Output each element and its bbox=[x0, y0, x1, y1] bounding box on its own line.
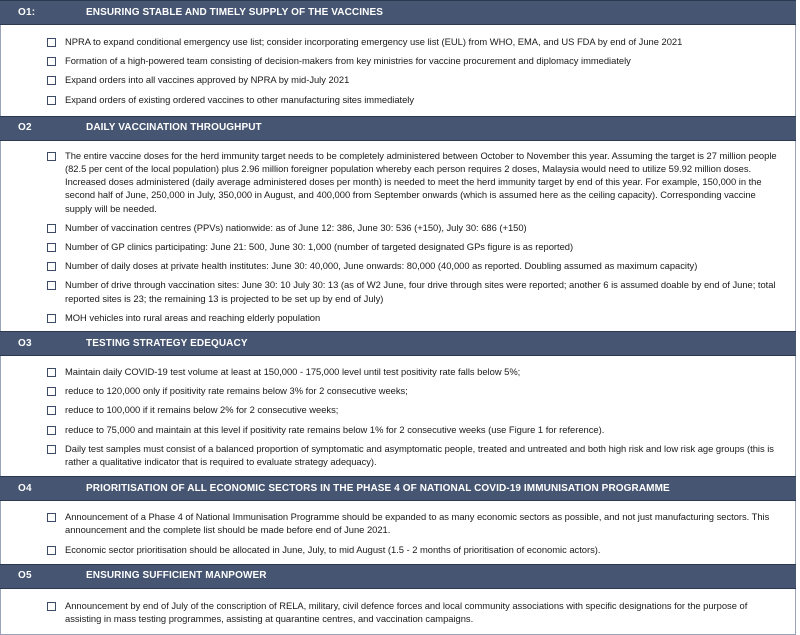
bullet-text: Number of drive through vaccination sites: June 30: 10 July 30: 13 (as of W2 June, four drive through sites were reported; another 6 is assumed doable by end of June; total reported sites is 23; the remaining 13 is projected to be set up by end of July) bbox=[65, 279, 776, 304]
bullet-text: MOH vehicles into rural areas and reaching elderly population bbox=[65, 311, 321, 323]
bullet-text: Announcement by end of July of the conscription of RELA, military, civil defence forces and local community associations with specific designations for the purpose of assisting in mass testing programmes, assisting at quarantine centres, and vaccination campaigns. bbox=[65, 599, 748, 625]
checkbox-square-icon bbox=[47, 314, 56, 323]
section-o5 bbox=[0, 564, 796, 635]
checkbox-square-icon bbox=[47, 513, 56, 522]
section-header bbox=[0, 0, 796, 25]
bullet-text: Daily test samples must consist of a balanced proportion of symptomatic and asymptomatic people, treated and untreated and both high risk and low risk age groups (this is rather a qualitative indicator that is required to evaluate strategy adequacy). bbox=[65, 442, 774, 468]
bullet-text: reduce to 75,000 and maintain at this level if positivity rate remains below 1% for 2 consecutive weeks (use Figure 1 for reference). bbox=[65, 423, 605, 435]
bullet-text: reduce to 100,000 if it remains below 2% for 2 consecutive weeks; bbox=[65, 404, 339, 416]
checkbox-square-icon bbox=[47, 262, 56, 271]
section-title: DAILY VACCINATION THROUGHPUT bbox=[86, 122, 262, 134]
bullet-item bbox=[1, 51, 781, 70]
bullet-text: Number of daily doses at private health institutes: June 30: 40,000, June onwards: 80,000 (40,000 as reported. Doubling assumed as maximum capacity) bbox=[65, 260, 698, 272]
bullet-text: reduce to 120,000 only if positivity rate remains below 3% for 2 consecutive weeks; bbox=[65, 385, 408, 397]
bullet-item bbox=[1, 540, 781, 559]
section-header bbox=[0, 116, 796, 141]
checkbox-square-icon bbox=[47, 387, 56, 396]
bullet-item bbox=[1, 439, 781, 471]
bullet-item bbox=[1, 308, 781, 327]
bullet-text: Expand orders into all vaccines approved by NPRA by mid-July 2021 bbox=[65, 74, 350, 86]
bullet-text: Expand orders of existing ordered vaccines to other manufacturing sites immediately bbox=[65, 93, 415, 105]
checkbox-square-icon bbox=[47, 602, 56, 611]
bullet-item bbox=[1, 256, 781, 275]
section-id: O1: bbox=[18, 6, 36, 18]
section-o4 bbox=[0, 476, 796, 564]
checkbox-square-icon bbox=[47, 38, 56, 47]
section-body bbox=[0, 501, 796, 564]
bullet-text: Announcement of a Phase 4 of National Immunisation Programme should be expanded to as many economic sectors as possible, and not just manufacturing sectors. This announcement and the complete list should be made before end of June 2021. bbox=[65, 511, 770, 536]
section-id: O4 bbox=[18, 482, 32, 494]
section-o2 bbox=[0, 116, 796, 331]
bullet-item bbox=[1, 218, 781, 237]
section-body bbox=[0, 356, 796, 476]
bullet-text: Maintain daily COVID-19 test volume at least at 150,000 - 175,000 level until test positivity rate falls below 5%; bbox=[65, 366, 521, 378]
checkbox-square-icon bbox=[47, 96, 56, 105]
section-id: O2 bbox=[18, 122, 32, 134]
bullet-item bbox=[1, 362, 781, 381]
checkbox-square-icon bbox=[47, 406, 56, 415]
section-o3 bbox=[0, 331, 796, 476]
bullet-item bbox=[1, 596, 781, 628]
bullet-text: NPRA to expand conditional emergency use list; consider incorporating emergency use list (EUL) from WHO, EMA, and US FDA by end of June 2021 bbox=[65, 36, 683, 47]
section-header bbox=[0, 564, 796, 589]
section-o1 bbox=[0, 0, 796, 116]
bullet-item bbox=[1, 70, 781, 89]
bullet-item bbox=[1, 381, 781, 400]
section-title: ENSURING STABLE AND TIMELY SUPPLY OF THE VACCINES bbox=[86, 6, 383, 18]
bullet-text: Number of GP clinics participating: June 21: 500, June 30: 1,000 (number of targeted designated GPs figure is as reported) bbox=[65, 241, 574, 253]
bullet-item bbox=[1, 507, 781, 539]
section-body bbox=[0, 589, 796, 635]
checkbox-square-icon bbox=[47, 368, 56, 377]
checkbox-square-icon bbox=[47, 243, 56, 252]
bullet-text: Economic sector prioritisation should be allocated in June, July, to mid August (1.5 - 2 months of prioritisation of economic actors). bbox=[65, 543, 601, 555]
bullet-item bbox=[1, 146, 781, 218]
section-header bbox=[0, 331, 796, 356]
section-title: TESTING STRATEGY EDEQUACY bbox=[86, 337, 248, 349]
section-header bbox=[0, 476, 796, 501]
section-body bbox=[0, 141, 796, 331]
section-body bbox=[0, 25, 796, 116]
checkbox-square-icon bbox=[47, 76, 56, 85]
checkbox-square-icon bbox=[47, 281, 56, 290]
bullet-item bbox=[1, 275, 781, 307]
section-id: O3 bbox=[18, 337, 32, 349]
section-title: PRIORITISATION OF ALL ECONOMIC SECTORS IN THE PHASE 4 OF NATIONAL COVID-19 IMMUNISATION PROGRAMME bbox=[86, 482, 670, 494]
section-id: O5 bbox=[18, 570, 32, 582]
bullet-text: The entire vaccine doses for the herd immunity target needs to be completely administered between October to November this year. Assuming the target is 27 million people (82.5 per cent of the local population) plus 2.96 million foreigner population whereby each person requires 2 doses, Malaysia would need to utilize 59.92 million doses. Increased doses administered (daily average administered doses per month) is needed to meet the herd immunity target by end of this year. For example, 150,000 in the second half of June, 250,000 in July, 350,000 in August, and 400,000 from September onwards (which is assumed here as the ceiling capacity). Corresponding vaccine supply will be needed. bbox=[65, 149, 777, 214]
bullet-item bbox=[1, 237, 781, 256]
bullet-item bbox=[1, 420, 781, 439]
checkbox-square-icon bbox=[47, 445, 56, 454]
checkbox-square-icon bbox=[47, 57, 56, 66]
bullet-item bbox=[1, 90, 781, 109]
bullet-text: Formation of a high-powered team consisting of decision-makers from key ministries for vaccine procurement and diplomacy immediately bbox=[65, 55, 631, 67]
checkbox-square-icon bbox=[47, 426, 56, 435]
bullet-item bbox=[1, 32, 781, 51]
checkbox-square-icon bbox=[47, 152, 56, 161]
bullet-item bbox=[1, 400, 781, 419]
section-title: ENSURING SUFFICIENT MANPOWER bbox=[86, 570, 267, 582]
bullet-text: Number of vaccination centres (PPVs) nationwide: as of June 12: 386, June 30: 536 (+150), July 30: 686 (+150) bbox=[65, 221, 527, 233]
checkbox-square-icon bbox=[47, 224, 56, 233]
checkbox-square-icon bbox=[47, 546, 56, 555]
